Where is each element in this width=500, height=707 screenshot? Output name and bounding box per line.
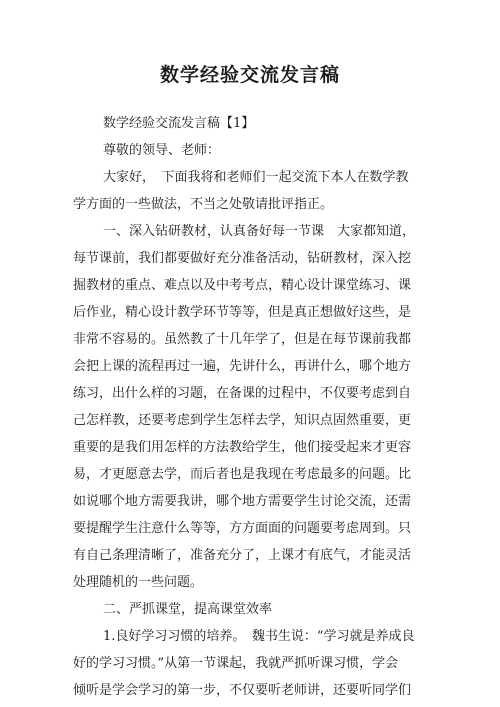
text-line: 后作业，精心设计教学环节等等，但是真正想做好这些，是: [73, 305, 412, 320]
text-line: 好的学习习惯。”从第一节课起，我就严抓听课习惯，学会: [73, 656, 399, 671]
text-line: 倾听是学会学习的第一步，不仅要听老师讲，还要听同学们: [73, 683, 412, 698]
text-line: 处理随机的一些问题。: [73, 575, 204, 590]
text-line: 数学经验交流发言稿【1】: [103, 116, 255, 131]
text-line: 要提醒学生注意什么等等，方方面面的问题要考虑周到。只: [73, 521, 412, 536]
text-line: 尊敬的领导、老师：: [103, 143, 221, 158]
text-line: 二、严抓课堂，提高课堂效率: [103, 602, 273, 617]
text-line: 一、深入钻研教材，认真备好每一节课 大家都知道，: [103, 224, 416, 239]
text-line: 掘教材的重点、难点以及中考考点，精心设计课堂练习、课: [73, 278, 412, 293]
text-line: 1.良好学习习惯的培养。 魏书生说：“学习就是养成良: [103, 629, 415, 644]
text-line: 会把上课的流程再过一遍，先讲什么，再讲什么，哪个地方: [73, 359, 412, 374]
document-body: [73, 110, 435, 704]
text-line: 每节课前，我们都要做好充分准备活动，钻研教材，深入挖: [73, 251, 412, 266]
text-line: 己怎样教，还要考虑到学生怎样去学，知识点固然重要，更: [73, 413, 412, 428]
text-line: 大家好， 下面我将和老师们一起交流下本人在数学教: [103, 170, 409, 185]
text-line: 如说哪个地方需要我讲，哪个地方需要学生讨论交流，还需: [73, 494, 412, 509]
text-line: 练习，出什么样的习题，在备课的过程中，不仅要考虑到自: [73, 386, 412, 401]
document-title: 数学经验交流发言稿: [159, 64, 340, 86]
text-line: 非常不容易的。虽然教了十几年学了，但是在每节课前我都: [73, 332, 412, 347]
text-line: 重要的是我们用怎样的方法教给学生，他们接受起来才更容: [73, 440, 412, 455]
text-line: 学方面的一些做法，不当之处敬请批评指正。: [73, 197, 334, 212]
text-line: 有自己条理清晰了，准备充分了，上课才有底气，才能灵活: [73, 548, 412, 563]
text-line: 易，才更愿意去学，而后者也是我现在考虑最多的问题。比: [73, 467, 412, 482]
